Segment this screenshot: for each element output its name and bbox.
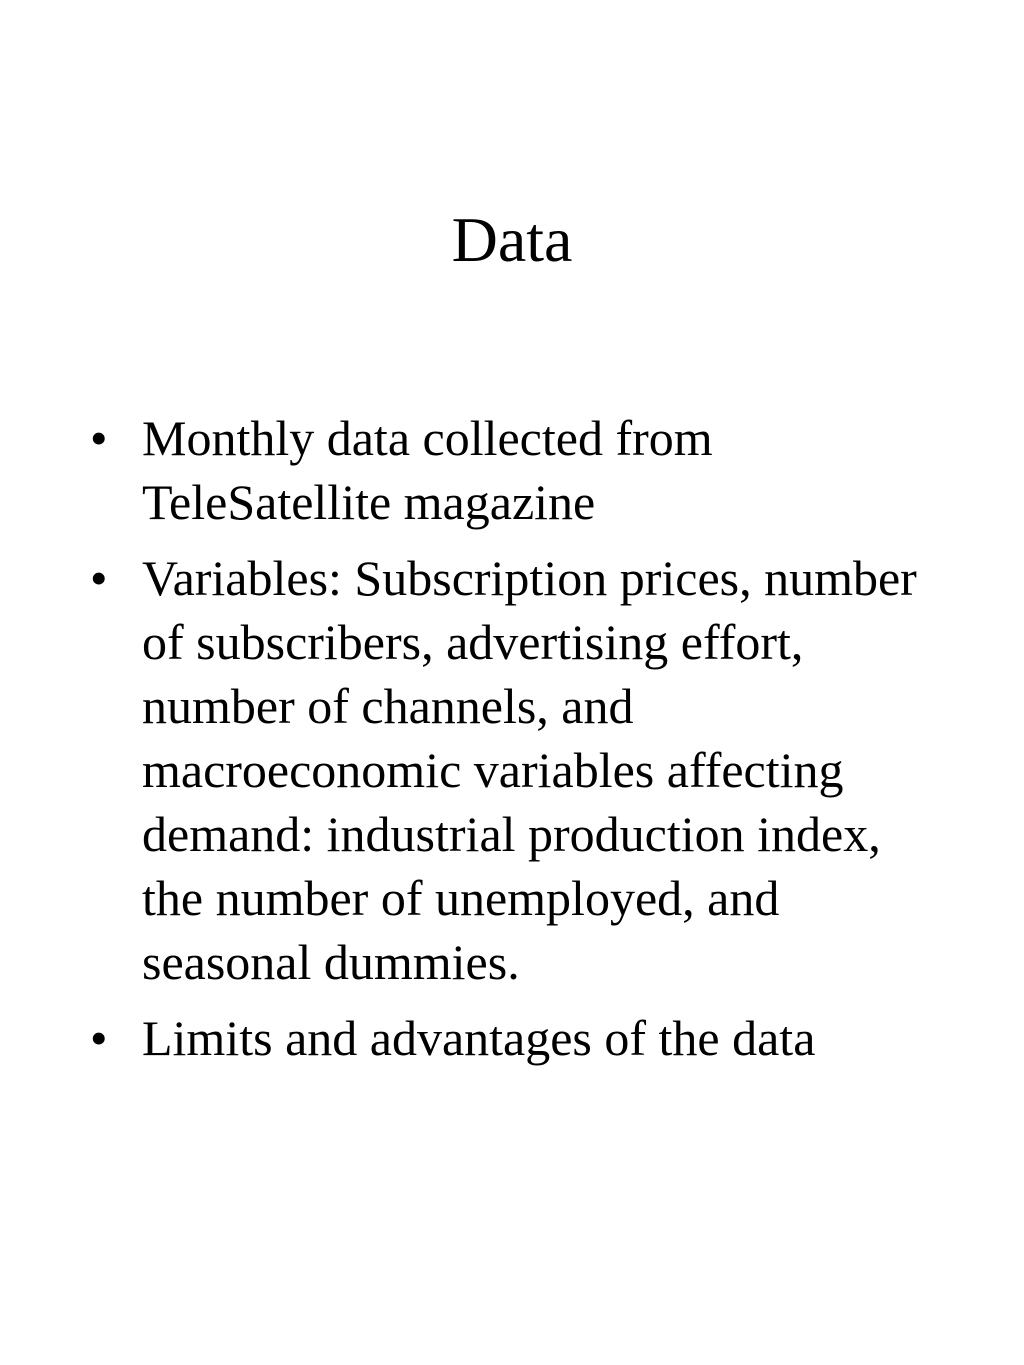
bullet-marker: • bbox=[90, 410, 108, 466]
bullet-text: Monthly data collected from TeleSatellite magazine bbox=[142, 410, 713, 530]
slide-title: Data bbox=[451, 204, 573, 275]
bullet-item bbox=[86, 406, 946, 534]
bullet-marker: • bbox=[90, 1010, 108, 1066]
bullet-marker: • bbox=[90, 550, 108, 606]
bullet-text: Variables: Subscription prices, number of subscribers, advertising effort, number of channels, and macroeconomic variables affecting demand: industrial production index, the number of unemployed, and seasonal dummies. bbox=[142, 550, 917, 990]
bullet-list bbox=[86, 406, 946, 1082]
bullet-item bbox=[86, 1006, 946, 1070]
bullet-item bbox=[86, 546, 946, 994]
bullet-text: Limits and advantages of the data bbox=[142, 1010, 816, 1066]
